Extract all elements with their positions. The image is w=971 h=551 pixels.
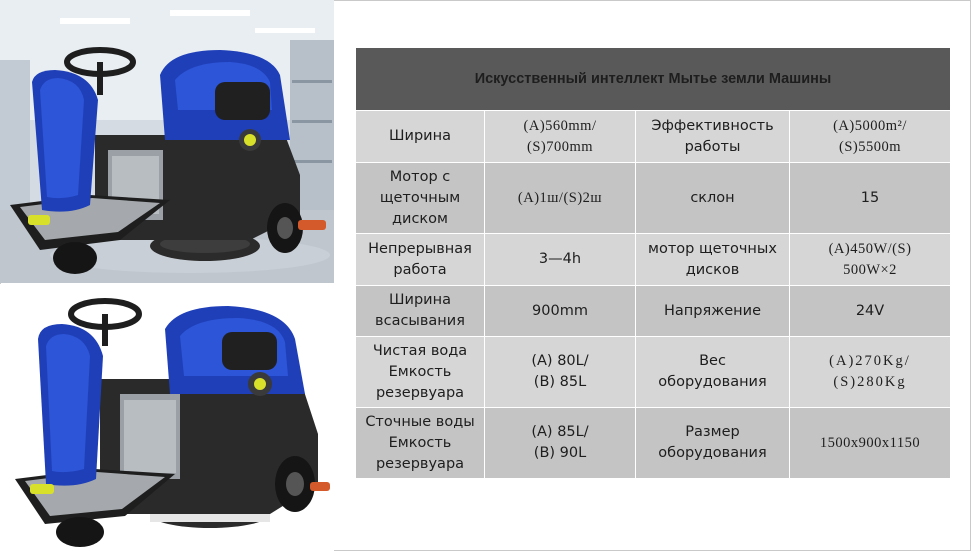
table-row (356, 234, 951, 286)
spec-value: (A)450W/(S) 500W×2 (790, 234, 951, 286)
table-row (356, 408, 951, 479)
spec-label: мотор щеточных дисков (636, 234, 790, 286)
spec-value: (A)270Kg/ (S)280Kg (790, 337, 951, 408)
spec-label: Ширина (356, 111, 485, 163)
spec-value: (A)5000m²/ (S)5500m (790, 111, 951, 163)
spec-label: Эффективность работы (636, 111, 790, 163)
table-row (356, 286, 951, 337)
spec-value: (A) 80L/ (B) 85L (485, 337, 636, 408)
spec-table (355, 47, 951, 479)
spec-value: 1500x900x1150 (790, 408, 951, 479)
spec-label: Ширина всасывания (356, 286, 485, 337)
spec-value: (A)1ш/(S)2ш (485, 163, 636, 234)
spec-value: 900mm (485, 286, 636, 337)
spec-label: Размер оборудования (636, 408, 790, 479)
title-row (356, 48, 951, 111)
table-title: Искусственный интеллект Мытье земли Машины (356, 48, 951, 111)
table-row (356, 163, 951, 234)
machine-photo-warehouse (0, 0, 334, 283)
spec-value: (A)560mm/ (S)700mm (485, 111, 636, 163)
spec-label: склон (636, 163, 790, 234)
machine-photo-white-background (0, 284, 334, 551)
spec-label: Сточные воды Емкость резервуара (356, 408, 485, 479)
spec-label: Напряжение (636, 286, 790, 337)
spec-value: 24V (790, 286, 951, 337)
spec-label: Мотор с щеточным диском (356, 163, 485, 234)
table-row (356, 111, 951, 163)
spec-value: 3—4h (485, 234, 636, 286)
table-row (356, 337, 951, 408)
spec-label: Чистая вода Емкость резервуара (356, 337, 485, 408)
spec-value: 15 (790, 163, 951, 234)
spec-label: Вес оборудования (636, 337, 790, 408)
spec-label: Непрерывная работа (356, 234, 485, 286)
spec-value: (A) 85L/ (B) 90L (485, 408, 636, 479)
